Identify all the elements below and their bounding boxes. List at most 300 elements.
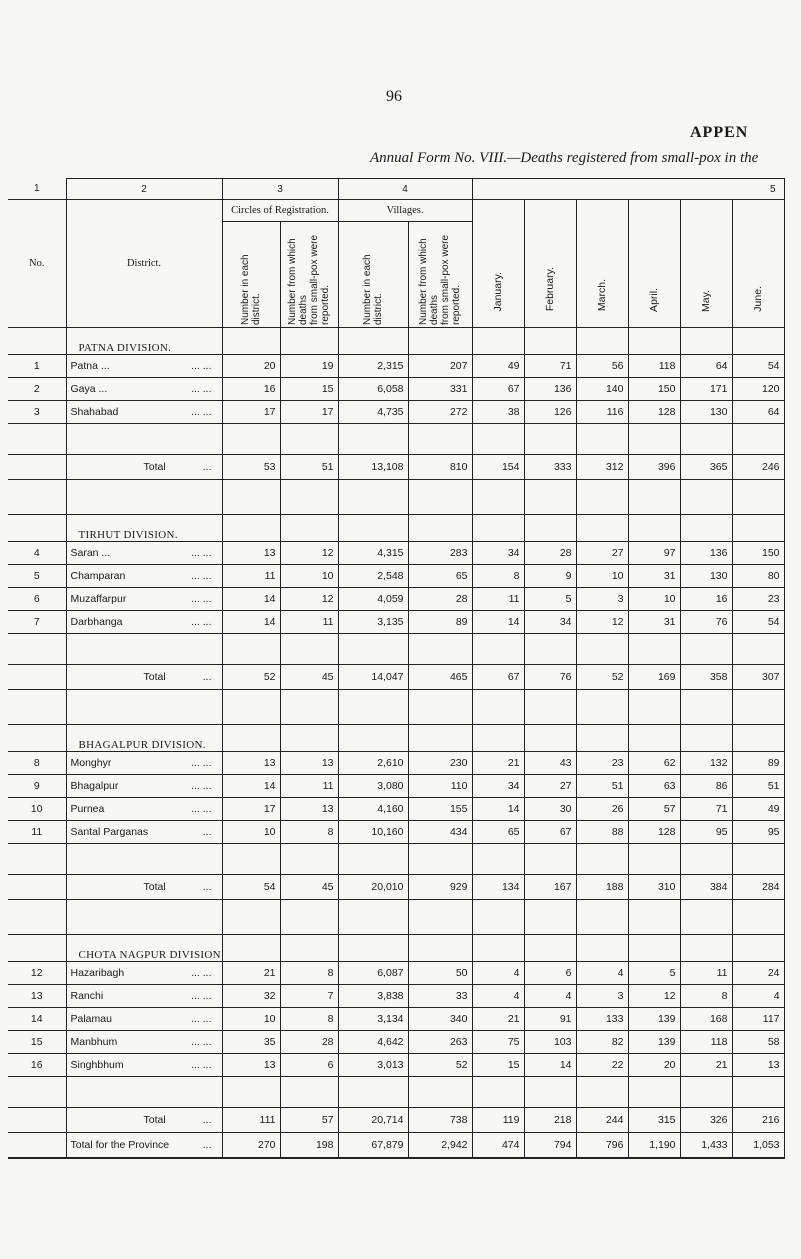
grand-total-value-cell: 270 xyxy=(222,1133,280,1159)
empty-cell xyxy=(472,480,524,515)
value-cell: 10 xyxy=(576,565,628,588)
total-value-cell: 20,010 xyxy=(338,875,408,900)
total-value-cell: 738 xyxy=(408,1108,472,1133)
value-cell: 89 xyxy=(408,611,472,634)
value-cell: 21 xyxy=(472,1008,524,1031)
empty-cell xyxy=(66,690,222,725)
district-label: Total xyxy=(143,461,166,473)
leader-dots: ... ... xyxy=(191,570,212,582)
total-value-cell: 312 xyxy=(576,455,628,480)
row-number: 15 xyxy=(8,1031,66,1054)
row-number: 5 xyxy=(8,565,66,588)
empty-cell xyxy=(472,844,524,875)
empty-cell xyxy=(280,515,338,542)
value-cell: 28 xyxy=(280,1031,338,1054)
value-cell: 65 xyxy=(472,821,524,844)
empty-cell xyxy=(222,900,280,935)
value-cell: 95 xyxy=(732,821,784,844)
empty-cell xyxy=(222,844,280,875)
table-row xyxy=(8,355,784,378)
leader-dots: ... xyxy=(202,1139,212,1151)
division-total-row xyxy=(8,1108,784,1133)
empty-cell xyxy=(408,935,472,962)
value-cell: 58 xyxy=(732,1031,784,1054)
villages-number-header: Number in each district. xyxy=(338,222,408,328)
value-cell: 14 xyxy=(222,611,280,634)
leader-dots: ... ... xyxy=(191,406,212,418)
table-row xyxy=(8,962,784,985)
district-cell xyxy=(66,1031,222,1054)
empty-cell xyxy=(408,725,472,752)
empty-cell xyxy=(222,1077,280,1108)
value-cell: 8 xyxy=(280,962,338,985)
value-cell: 56 xyxy=(576,355,628,378)
empty-cell xyxy=(576,725,628,752)
district-label: Darbhanga xyxy=(70,616,123,628)
empty-cell xyxy=(732,634,784,665)
value-cell: 27 xyxy=(576,542,628,565)
empty-cell xyxy=(8,690,66,725)
empty-cell xyxy=(472,1077,524,1108)
empty-cell xyxy=(408,844,472,875)
value-cell: 76 xyxy=(680,611,732,634)
row-number: 16 xyxy=(8,1054,66,1077)
value-cell: 75 xyxy=(472,1031,524,1054)
empty-cell xyxy=(8,665,66,690)
table-row xyxy=(8,775,784,798)
empty-cell xyxy=(732,480,784,515)
circles-deaths-header: Number from which deaths from small-pox were reported. xyxy=(280,222,338,328)
empty-cell xyxy=(680,935,732,962)
value-cell: 118 xyxy=(628,355,680,378)
value-cell: 10,160 xyxy=(338,821,408,844)
value-cell: 16 xyxy=(222,378,280,401)
total-label-cell xyxy=(66,455,222,480)
total-value-cell: 45 xyxy=(280,875,338,900)
empty-cell xyxy=(338,634,408,665)
table-row xyxy=(8,1008,784,1031)
value-cell: 71 xyxy=(524,355,576,378)
empty-cell xyxy=(472,900,524,935)
appendix-heading: APPEN xyxy=(690,124,749,141)
value-cell: 155 xyxy=(408,798,472,821)
empty-cell xyxy=(8,515,66,542)
district-label: Manbhum xyxy=(70,1036,118,1048)
value-cell: 340 xyxy=(408,1008,472,1031)
empty-cell xyxy=(576,424,628,455)
value-cell: 13 xyxy=(732,1054,784,1077)
table-row xyxy=(8,401,784,424)
total-value-cell: 315 xyxy=(628,1108,680,1133)
district-label: Palamau xyxy=(70,1013,112,1025)
empty-cell xyxy=(628,844,680,875)
total-value-cell: 45 xyxy=(280,665,338,690)
empty-cell xyxy=(8,935,66,962)
month-header-march: March. xyxy=(576,200,628,328)
district-label: Patna ... xyxy=(70,360,110,372)
empty-cell xyxy=(680,1077,732,1108)
total-value-cell: 244 xyxy=(576,1108,628,1133)
empty-cell xyxy=(408,900,472,935)
value-cell: 21 xyxy=(680,1054,732,1077)
leader-dots: ... xyxy=(202,671,212,683)
value-cell: 35 xyxy=(222,1031,280,1054)
value-cell: 38 xyxy=(472,401,524,424)
total-label-cell xyxy=(66,875,222,900)
district-label: Santal Parganas xyxy=(70,826,149,838)
form-title: Annual Form No. VIII.—Deaths registered from small-pox in the xyxy=(370,150,759,166)
total-value-cell: 188 xyxy=(576,875,628,900)
value-cell: 13 xyxy=(280,752,338,775)
empty-cell xyxy=(222,328,280,355)
value-cell: 3,080 xyxy=(338,775,408,798)
empty-cell xyxy=(280,935,338,962)
value-cell: 19 xyxy=(280,355,338,378)
total-label-cell xyxy=(66,665,222,690)
value-cell: 171 xyxy=(680,378,732,401)
value-cell: 14 xyxy=(524,1054,576,1077)
value-cell: 34 xyxy=(524,611,576,634)
district-cell xyxy=(66,1008,222,1031)
value-cell: 23 xyxy=(732,588,784,611)
empty-cell xyxy=(524,935,576,962)
empty-cell xyxy=(732,844,784,875)
value-cell: 4 xyxy=(472,962,524,985)
total-value-cell: 57 xyxy=(280,1108,338,1133)
villages-deaths-header: Number from which deaths from small-pox were reported. xyxy=(408,222,472,328)
leader-dots: ... xyxy=(202,826,212,838)
empty-cell xyxy=(280,900,338,935)
value-cell: 3,135 xyxy=(338,611,408,634)
total-value-cell: 51 xyxy=(280,455,338,480)
value-cell: 34 xyxy=(472,775,524,798)
leader-dots: ... ... xyxy=(191,616,212,628)
empty-cell xyxy=(222,725,280,752)
empty-cell xyxy=(576,844,628,875)
empty-cell xyxy=(524,844,576,875)
value-cell: 2,548 xyxy=(338,565,408,588)
district-cell xyxy=(66,962,222,985)
empty-cell xyxy=(338,424,408,455)
empty-cell xyxy=(680,844,732,875)
value-cell: 3,013 xyxy=(338,1054,408,1077)
grand-total-value-cell: 1,053 xyxy=(732,1133,784,1159)
empty-cell xyxy=(680,690,732,725)
empty-cell xyxy=(338,725,408,752)
value-cell: 11 xyxy=(472,588,524,611)
empty-cell xyxy=(628,900,680,935)
district-label: Gaya ... xyxy=(70,383,108,395)
table-row xyxy=(8,752,784,775)
column-number: 1 xyxy=(8,179,66,200)
table-row xyxy=(8,821,784,844)
total-value-cell: 111 xyxy=(222,1108,280,1133)
empty-cell xyxy=(338,900,408,935)
district-label: Shahabad xyxy=(70,406,119,418)
column-number: 2 xyxy=(66,179,222,200)
value-cell: 15 xyxy=(472,1054,524,1077)
value-cell: 54 xyxy=(732,611,784,634)
empty-cell xyxy=(280,634,338,665)
value-cell: 168 xyxy=(680,1008,732,1031)
value-cell: 4,735 xyxy=(338,401,408,424)
value-cell: 14 xyxy=(222,775,280,798)
table-row xyxy=(8,378,784,401)
total-value-cell: 52 xyxy=(222,665,280,690)
district-cell xyxy=(66,821,222,844)
value-cell: 130 xyxy=(680,401,732,424)
row-number: 2 xyxy=(8,378,66,401)
grand-total-value-cell: 1,190 xyxy=(628,1133,680,1159)
empty-cell xyxy=(524,480,576,515)
value-cell: 80 xyxy=(732,565,784,588)
circles-header: Circles of Registration. xyxy=(222,200,338,222)
grand-total-value-cell: 2,942 xyxy=(408,1133,472,1159)
value-cell: 52 xyxy=(408,1054,472,1077)
district-cell xyxy=(66,1054,222,1077)
division-heading-row xyxy=(8,328,784,355)
empty-cell xyxy=(338,935,408,962)
district-cell xyxy=(66,565,222,588)
empty-cell xyxy=(66,634,222,665)
value-cell: 4,315 xyxy=(338,542,408,565)
division-name: CHOTA NAGPUR DIVISION xyxy=(66,935,222,962)
table-body xyxy=(8,328,784,1159)
grand-total-value-cell: 67,879 xyxy=(338,1133,408,1159)
leader-dots: ... ... xyxy=(191,990,212,1002)
value-cell: 120 xyxy=(732,378,784,401)
column-number: 3 xyxy=(222,179,338,200)
table-row xyxy=(8,985,784,1008)
empty-cell xyxy=(576,634,628,665)
row-number: 1 xyxy=(8,355,66,378)
value-cell: 20 xyxy=(628,1054,680,1077)
empty-cell xyxy=(280,480,338,515)
empty-cell xyxy=(524,725,576,752)
value-cell: 32 xyxy=(222,985,280,1008)
total-value-cell: 14,047 xyxy=(338,665,408,690)
district-cell xyxy=(66,611,222,634)
district-label: Champaran xyxy=(70,570,126,582)
empty-cell xyxy=(222,634,280,665)
value-cell: 10 xyxy=(222,821,280,844)
empty-cell xyxy=(280,424,338,455)
value-cell: 16 xyxy=(680,588,732,611)
empty-cell xyxy=(280,844,338,875)
total-value-cell: 54 xyxy=(222,875,280,900)
empty-cell xyxy=(338,844,408,875)
empty-cell xyxy=(408,1077,472,1108)
district-label: Hazaribagh xyxy=(70,967,125,979)
value-cell: 5 xyxy=(628,962,680,985)
empty-cell xyxy=(628,424,680,455)
empty-cell xyxy=(8,875,66,900)
empty-cell xyxy=(524,634,576,665)
empty-cell xyxy=(8,455,66,480)
empty-cell xyxy=(472,328,524,355)
value-cell: 28 xyxy=(408,588,472,611)
empty-cell xyxy=(680,328,732,355)
empty-cell xyxy=(8,1108,66,1133)
grand-total-value-cell: 198 xyxy=(280,1133,338,1159)
leader-dots: ... xyxy=(202,1114,212,1126)
value-cell: 97 xyxy=(628,542,680,565)
division-total-row xyxy=(8,455,784,480)
value-cell: 2,315 xyxy=(338,355,408,378)
row-number: 8 xyxy=(8,752,66,775)
value-cell: 7 xyxy=(280,985,338,1008)
empty-cell xyxy=(280,725,338,752)
value-cell: 117 xyxy=(732,1008,784,1031)
total-value-cell: 246 xyxy=(732,455,784,480)
empty-cell xyxy=(628,935,680,962)
value-cell: 116 xyxy=(576,401,628,424)
month-header-may: May. xyxy=(680,200,732,328)
month-header-april: April. xyxy=(628,200,680,328)
value-cell: 4 xyxy=(472,985,524,1008)
leader-dots: ... xyxy=(202,461,212,473)
total-value-cell: 326 xyxy=(680,1108,732,1133)
empty-cell xyxy=(222,480,280,515)
value-cell: 50 xyxy=(408,962,472,985)
total-value-cell: 284 xyxy=(732,875,784,900)
division-name: TIRHUT DIVISION. xyxy=(66,515,222,542)
empty-cell xyxy=(628,690,680,725)
value-cell: 136 xyxy=(524,378,576,401)
table-row xyxy=(8,588,784,611)
value-cell: 17 xyxy=(222,401,280,424)
empty-cell xyxy=(680,725,732,752)
value-cell: 14 xyxy=(222,588,280,611)
empty-cell xyxy=(680,515,732,542)
empty-cell xyxy=(222,515,280,542)
empty-cell xyxy=(576,690,628,725)
total-value-cell: 20,714 xyxy=(338,1108,408,1133)
value-cell: 11 xyxy=(222,565,280,588)
empty-cell xyxy=(408,690,472,725)
value-cell: 49 xyxy=(732,798,784,821)
value-cell: 31 xyxy=(628,565,680,588)
empty-cell xyxy=(338,690,408,725)
value-cell: 12 xyxy=(628,985,680,1008)
value-cell: 11 xyxy=(680,962,732,985)
value-cell: 136 xyxy=(680,542,732,565)
leader-dots: ... ... xyxy=(191,383,212,395)
district-label: Monghyr xyxy=(70,757,112,769)
grand-total-row xyxy=(8,1133,784,1159)
total-value-cell: 396 xyxy=(628,455,680,480)
value-cell: 103 xyxy=(524,1031,576,1054)
value-cell: 4 xyxy=(524,985,576,1008)
value-cell: 28 xyxy=(524,542,576,565)
empty-cell xyxy=(338,480,408,515)
value-cell: 150 xyxy=(628,378,680,401)
value-cell: 57 xyxy=(628,798,680,821)
district-label: Singhbhum xyxy=(70,1059,124,1071)
value-cell: 4,160 xyxy=(338,798,408,821)
table-row xyxy=(8,611,784,634)
value-cell: 2,610 xyxy=(338,752,408,775)
value-cell: 91 xyxy=(524,1008,576,1031)
row-number: 11 xyxy=(8,821,66,844)
empty-cell xyxy=(222,424,280,455)
empty-cell xyxy=(8,900,66,935)
leader-dots: ... ... xyxy=(191,803,212,815)
value-cell: 133 xyxy=(576,1008,628,1031)
month-header-june: June. xyxy=(732,200,784,328)
empty-cell xyxy=(8,328,66,355)
total-value-cell: 810 xyxy=(408,455,472,480)
empty-cell xyxy=(732,690,784,725)
leader-dots: ... ... xyxy=(191,360,212,372)
empty-cell xyxy=(222,935,280,962)
value-cell: 26 xyxy=(576,798,628,821)
empty-cell xyxy=(576,480,628,515)
empty-cell xyxy=(628,725,680,752)
empty-cell xyxy=(8,424,66,455)
spacer-row xyxy=(8,1077,784,1108)
value-cell: 67 xyxy=(524,821,576,844)
empty-cell xyxy=(680,424,732,455)
table-row xyxy=(8,798,784,821)
value-cell: 22 xyxy=(576,1054,628,1077)
leader-dots: ... xyxy=(202,881,212,893)
total-value-cell: 358 xyxy=(680,665,732,690)
empty-cell xyxy=(576,1077,628,1108)
district-label: Total for the Province xyxy=(70,1139,170,1151)
row-number: 3 xyxy=(8,401,66,424)
row-number: 12 xyxy=(8,962,66,985)
total-value-cell: 384 xyxy=(680,875,732,900)
empty-cell xyxy=(732,1077,784,1108)
value-cell: 17 xyxy=(222,798,280,821)
empty-cell xyxy=(524,900,576,935)
empty-cell xyxy=(732,935,784,962)
empty-cell xyxy=(8,1077,66,1108)
value-cell: 12 xyxy=(576,611,628,634)
empty-cell xyxy=(408,480,472,515)
value-cell: 14 xyxy=(472,798,524,821)
division-heading-row xyxy=(8,725,784,752)
row-number: 14 xyxy=(8,1008,66,1031)
total-value-cell: 134 xyxy=(472,875,524,900)
value-cell: 6 xyxy=(280,1054,338,1077)
empty-cell xyxy=(280,690,338,725)
district-label: Muzaffarpur xyxy=(70,593,127,605)
value-cell: 13 xyxy=(222,542,280,565)
empty-cell xyxy=(732,900,784,935)
empty-cell xyxy=(472,634,524,665)
district-label: Total xyxy=(143,671,166,683)
villages-header: Villages. xyxy=(338,200,472,222)
table-row xyxy=(8,542,784,565)
empty-cell xyxy=(732,725,784,752)
table-row xyxy=(8,1031,784,1054)
value-cell: 8 xyxy=(472,565,524,588)
empty-cell xyxy=(524,424,576,455)
empty-cell xyxy=(628,328,680,355)
district-label: Bhagalpur xyxy=(70,780,119,792)
grand-total-value-cell: 1,433 xyxy=(680,1133,732,1159)
value-cell: 139 xyxy=(628,1008,680,1031)
leader-dots: ... ... xyxy=(191,780,212,792)
leader-dots: ... ... xyxy=(191,757,212,769)
district-cell xyxy=(66,588,222,611)
value-cell: 27 xyxy=(524,775,576,798)
empty-cell xyxy=(576,328,628,355)
value-cell: 331 xyxy=(408,378,472,401)
value-cell: 13 xyxy=(280,798,338,821)
